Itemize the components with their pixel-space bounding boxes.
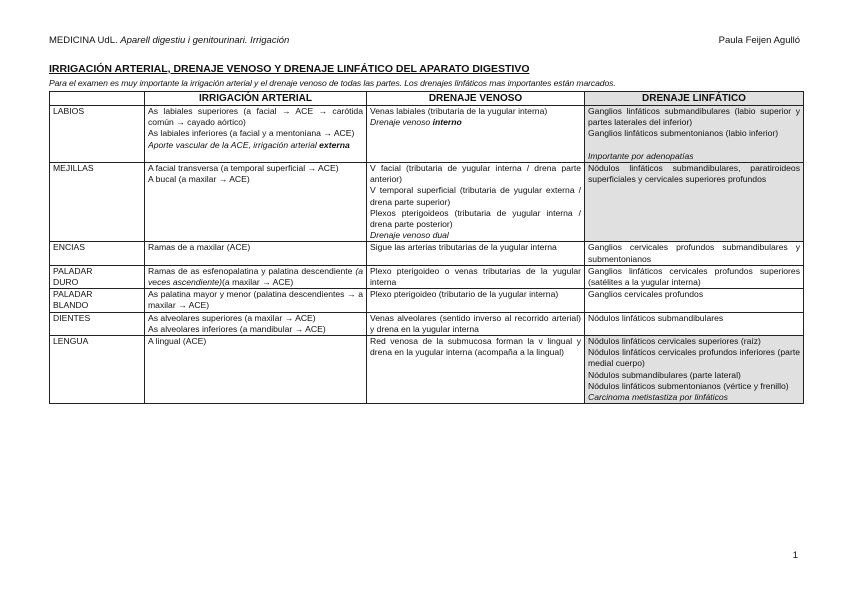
table-row [50, 242, 804, 265]
table-row [50, 265, 804, 288]
site-cell: DIENTES [50, 312, 145, 335]
arterial-cell: Ramas de a maxilar (ACE) [145, 242, 367, 265]
header-venous: DRENAJE VENOSO [367, 92, 585, 106]
running-header-author: Paula Feijen Agulló [718, 35, 800, 46]
irrigation-table [49, 91, 804, 404]
table-row [50, 163, 804, 242]
venous-cell: Red venosa de la submucosa forman la v lingual y drena en la yugular interna (acompaña a la lingual) [367, 336, 585, 404]
venous-cell: Venas alveolares (sentido inverso al recorrido arterial) y drena en la yugular interna [367, 312, 585, 335]
site-cell: LABIOS [50, 106, 145, 163]
arterial-cell: As labiales superiores (a facial → ACE → carótida común → cayado aórtico) As labiales inferiores (a facial y a mentoniana → ACE) Aporte vascular de la ACE, irrigación arterial externa [145, 106, 367, 163]
table-row [50, 312, 804, 335]
arterial-cell: As palatina mayor y menor (palatina descendientes → a maxilar → ACE) [145, 289, 367, 312]
venous-cell: Sigue las arterias tributarias de la yugular interna [367, 242, 585, 265]
site-cell: MEJILLAS [50, 163, 145, 242]
venous-cell: Plexo pterigoideo o venas tributarias de la yugular interna [367, 265, 585, 288]
table-header-row [50, 92, 804, 106]
lymphatic-cell: Nódulos linfáticos cervicales superiores (raíz) Nódulos linfáticos cervicales profundos inferiores (parte medial cuerpo) Nódulos submandibulares (parte lateral) Nódulos linfáticos submentonianos (vértice y frenillo) Carcinoma metistastiza por linfáticos [585, 336, 804, 404]
lymphatic-cell: Nódulos linfáticos submandibulares, paratiroideos superficiales y cervicales superiores profundos [585, 163, 804, 242]
arterial-cell: Ramas de as esfenopalatina y palatina descendiente (a veces ascendiente)(a maxilar → ACE) [145, 265, 367, 288]
site-cell: PALADAR BLANDO [50, 289, 145, 312]
site-cell: LENGUA [50, 336, 145, 404]
venous-cell: V facial (tributaria de yugular interna / drena parte anterior) V temporal superficial (tributaria de yugular externa / drena parte superior) Plexos pterigoideos (tributaria de yugular interna / drena parte posterior) Drenaje venoso dual [367, 163, 585, 242]
lymphatic-cell: Nódulos linfáticos submandibulares [585, 312, 804, 335]
table-row [50, 106, 804, 163]
running-header-left: MEDICINA UdL. Aparell digestiu i genitourinari. Irrigación [49, 35, 290, 46]
site-cell: PALADAR DURO [50, 265, 145, 288]
header-arterial: IRRIGACIÓN ARTERIAL [145, 92, 367, 106]
lymphatic-cell: Ganglios cervicales profundos [585, 289, 804, 312]
lymphatic-cell: Ganglios linfáticos cervicales profundos superiores (satélites a la yugular interna) [585, 265, 804, 288]
venous-cell: Plexo pterigoideo (tributario de la yugular interna) [367, 289, 585, 312]
arterial-cell: A facial transversa (a temporal superficial → ACE) A bucal (a maxilar → ACE) [145, 163, 367, 242]
table-row [50, 336, 804, 404]
venous-cell: Venas labiales (tributaria de la yugular interna) Drenaje venoso interno [367, 106, 585, 163]
header-site [50, 92, 145, 106]
table-row [50, 289, 804, 312]
lymphatic-cell: Ganglios linfáticos submandibulares (labio superior y partes laterales del inferior) Ganglios linfáticos submentonianos (labio inferior) Importante por adenopatías [585, 106, 804, 163]
lymphatic-cell: Ganglios cervicales profundos submandibulares y submentonianos [585, 242, 804, 265]
page-number: 1 [792, 550, 798, 561]
arterial-cell: As alveolares superiores (a maxilar → ACE) As alveolares inferiores (a mandibular → ACE) [145, 312, 367, 335]
header-lymphatic: DRENAJE LINFÁTICO [585, 92, 804, 106]
document-subtitle: Para el examen es muy importante la irrigación arterial y el drenaje venoso de todas las partes. Los drenajes linfáticos mas importantes están marcados. [49, 78, 616, 88]
document-title: IRRIGACIÓN ARTERIAL, DRENAJE VENOSO Y DRENAJE LINFÁTICO DEL APARATO DIGESTIVO [49, 63, 530, 75]
arterial-cell: A lingual (ACE) [145, 336, 367, 404]
site-cell: ENCIAS [50, 242, 145, 265]
